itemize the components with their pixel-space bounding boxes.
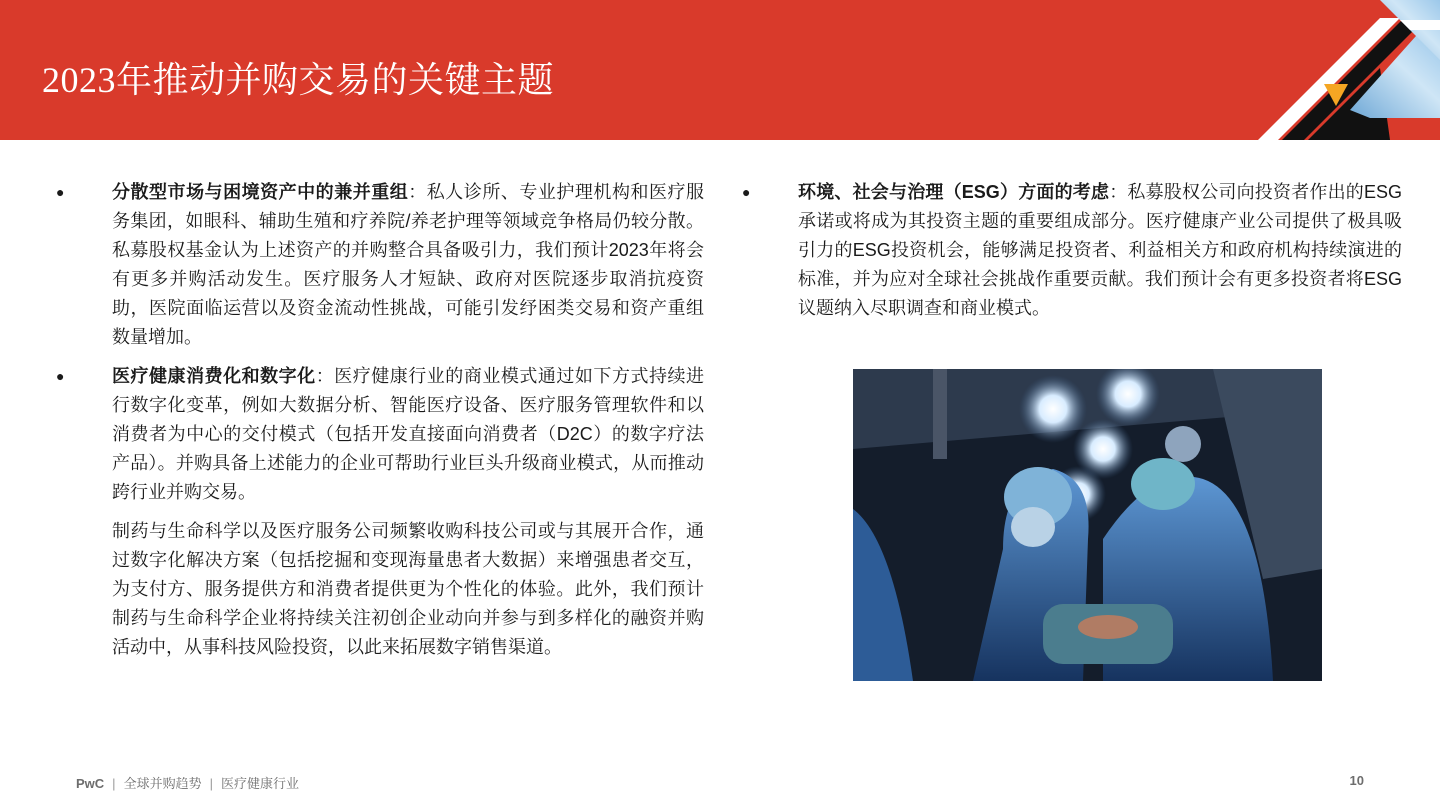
bullet-item	[56, 178, 704, 352]
footer-section: 全球并购趋势	[123, 776, 202, 791]
bullet-heading: 分散型市场与困境资产中的兼并重组	[112, 182, 409, 202]
footer-separator: |	[209, 776, 213, 791]
footer-separator: |	[112, 776, 116, 791]
bullet-item	[742, 178, 1402, 323]
header-band	[0, 0, 1440, 140]
bullet-heading: 医疗健康消费化和数字化	[112, 366, 316, 386]
footer-brand: PwC	[76, 776, 105, 791]
bullet-dot: ●	[742, 184, 751, 200]
bullet-body: ：医疗健康行业的商业模式通过如下方式持续进行数字化变革，例如大数据分析、智能医疗设备、医疗服务管理软件和以消费者为中心的交付模式（包括开发直接面向消费者（D2C）的数字疗法产品）。并购具备上述能力的企业可帮助行业巨头升级商业模式，从而推动跨行业并购交易。	[112, 366, 705, 502]
bullet-body: ：私募股权公司向投资者作出的ESG承诺或将成为其投资主题的重要组成部分。医疗健康产业公司提供了极具吸引力的ESG投资机会，能够满足投资者、利益相关方和政府机构持续演进的标准，并为应对全球社会挑战作重要贡献。我们预计会有更多投资者将ESG议题纳入尽职调查和商业模式。	[798, 182, 1402, 318]
left-column	[56, 178, 704, 662]
page-number: 10	[1349, 773, 1364, 788]
bullet-item	[56, 362, 704, 507]
right-column	[742, 178, 1402, 333]
bullet-dot: ●	[56, 184, 65, 200]
page-title: 2023年推动并购交易的关键主题	[42, 60, 555, 100]
sub-paragraph: 制药与生命科学以及医疗服务公司频繁收购科技公司或与其展开合作，通过数字化解决方案（包括挖掘和变现海量患者大数据）来增强患者交互，为支付方、服务提供方和消费者提供更为个性化的体验。此外，我们预计制药与生命科学企业将持续关注初创企业动向并参与到多样化的融资并购活动中，从事科技风险投资，以此来拓展数字销售渠道。	[112, 521, 704, 657]
surgical-team-photo	[853, 369, 1322, 681]
arrow-graphic	[1230, 0, 1440, 140]
bullet-body: ：私人诊所、专业护理机构和医疗服务集团，如眼科、辅助生殖和疗养院/养老护理等领域竞争格局仍较分散。私募股权基金认为上述资产的并购整合具备吸引力，我们预计2023年将会有更多并购活动发生。医疗服务人才短缺、政府对医院逐步取消抗疫资助，医院面临运营以及资金流动性挑战，可能引发纾困类交易和资产重组数量增加。	[112, 182, 705, 347]
footer	[76, 773, 299, 792]
footer-topic: 医疗健康行业	[220, 776, 299, 791]
bullet-heading: 环境、社会与治理（ESG）方面的考虑	[798, 182, 1110, 202]
bullet-dot: ●	[56, 368, 65, 384]
